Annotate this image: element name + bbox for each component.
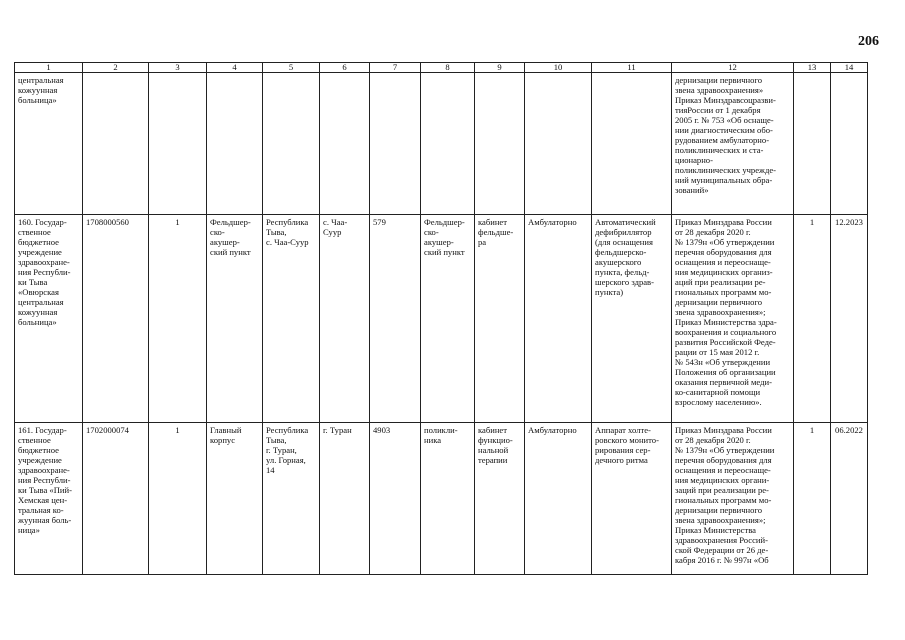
- table-cell: 1: [794, 423, 831, 575]
- table-cell: Аппарат холте- ровского монито- рирования сер- дечного ритма: [592, 423, 672, 575]
- table-cell: поликли- ника: [421, 423, 475, 575]
- table-cell: [475, 73, 525, 215]
- table-cell: 1: [149, 423, 207, 575]
- table-cell: Приказ Минздрава России от 28 декабря 2020 г. № 1379н «Об утверждении перечня оборудования для оснащения и переоснаще- ния медицинских организ- аций при реализации ре- гиональных программ мо- дернизации первичного звена здравоохранения»; Приказ Министерства здра- воохранения и социального развития Российской Феде- рации от 15 мая 2012 г. № 543н «Об утверждении Положения об организации оказания первичной меди- ко-санитарной помощи взрослому населению».: [672, 215, 794, 423]
- equipment-table: [14, 62, 868, 575]
- column-number-row: [15, 63, 868, 73]
- table-cell: Республика Тыва, г. Туран, ул. Горная, 14: [263, 423, 320, 575]
- table-row: [15, 423, 868, 575]
- page-number: 206: [858, 34, 879, 49]
- table-cell: [592, 73, 672, 215]
- table-cell: с. Чаа- Суур: [320, 215, 370, 423]
- table-cell: 1: [149, 215, 207, 423]
- table-cell: Приказ Минздрава России от 28 декабря 2020 г. № 1379н «Об утверждении перечня оборудования для оснащения и переоснаще- ния медицинских органи- заций при реализации ре- гиональных программ мо- дернизации первичного звена здравоохранения»; Приказ Министерства здравоохранения Россий- ской Федерации от 26 де- кабря 2016 г. № 997н «Об: [672, 423, 794, 575]
- table-cell: кабинет функцио- нальной терапии: [475, 423, 525, 575]
- table-cell: 1708000560: [83, 215, 149, 423]
- column-header: 10: [525, 63, 592, 73]
- column-header: 6: [320, 63, 370, 73]
- table-cell: 579: [370, 215, 421, 423]
- table-cell: 1702000074: [83, 423, 149, 575]
- table-cell: [83, 73, 149, 215]
- column-header: 11: [592, 63, 672, 73]
- table-cell: Главный корпус: [207, 423, 263, 575]
- table-cell: [263, 73, 320, 215]
- table-cell: Амбулаторно: [525, 423, 592, 575]
- table-cell: дернизации первичного звена здравоохранения» Приказ Минздравсоцразви- тияРоссии от 1 декабря 2005 г. № 753 «Об оснаще- нии диагностическим обо- рудованием амбулаторно- поликлинических и ста- ционарно- поликлинических учрежде- ний муниципальных обра- зований»: [672, 73, 794, 215]
- table-cell: 1: [794, 215, 831, 423]
- table-cell: [149, 73, 207, 215]
- table-cell: [794, 73, 831, 215]
- table-cell: 160. Государ- ственное бюджетное учреждение здравоохране- ния Республи- ки Тыва «Овюрская центральная кожуунная больница»: [15, 215, 83, 423]
- table-cell: 161. Государ- ственное бюджетное учреждение здравоохране- ния Республи- ки Тыва «Пий- Хемская цен- тральная ко- жуунная боль- ница»: [15, 423, 83, 575]
- table-cell: Автоматический дефибриллятор (для оснащения фельдшерско- акушерского пункта, фельд- шерского здрав- пункта): [592, 215, 672, 423]
- table-cell: 12.2023: [831, 215, 868, 423]
- column-header: 5: [263, 63, 320, 73]
- table-cell: Фельдшер- ско- акушер- ский пункт: [207, 215, 263, 423]
- column-header: 7: [370, 63, 421, 73]
- column-header: 13: [794, 63, 831, 73]
- table-cell: Фельдшер- ско- акушер- ский пункт: [421, 215, 475, 423]
- table-cell: [320, 73, 370, 215]
- table-cell: [207, 73, 263, 215]
- table-cell: [421, 73, 475, 215]
- table-cell: Республика Тыва, с. Чаа-Суур: [263, 215, 320, 423]
- table-cell: центральная кожуунная больница»: [15, 73, 83, 215]
- table-row: [15, 73, 868, 215]
- column-header: 1: [15, 63, 83, 73]
- table-cell: 06.2022: [831, 423, 868, 575]
- column-header: 9: [475, 63, 525, 73]
- table-cell: г. Туран: [320, 423, 370, 575]
- column-header: 3: [149, 63, 207, 73]
- column-header: 8: [421, 63, 475, 73]
- table-cell: кабинет фельдше- ра: [475, 215, 525, 423]
- column-header: 2: [83, 63, 149, 73]
- table-cell: Амбулаторно: [525, 215, 592, 423]
- column-header: 4: [207, 63, 263, 73]
- column-header: 12: [672, 63, 794, 73]
- table-row: [15, 215, 868, 423]
- column-header: 14: [831, 63, 868, 73]
- table-cell: [525, 73, 592, 215]
- table-cell: [370, 73, 421, 215]
- table-cell: [831, 73, 868, 215]
- table-cell: 4903: [370, 423, 421, 575]
